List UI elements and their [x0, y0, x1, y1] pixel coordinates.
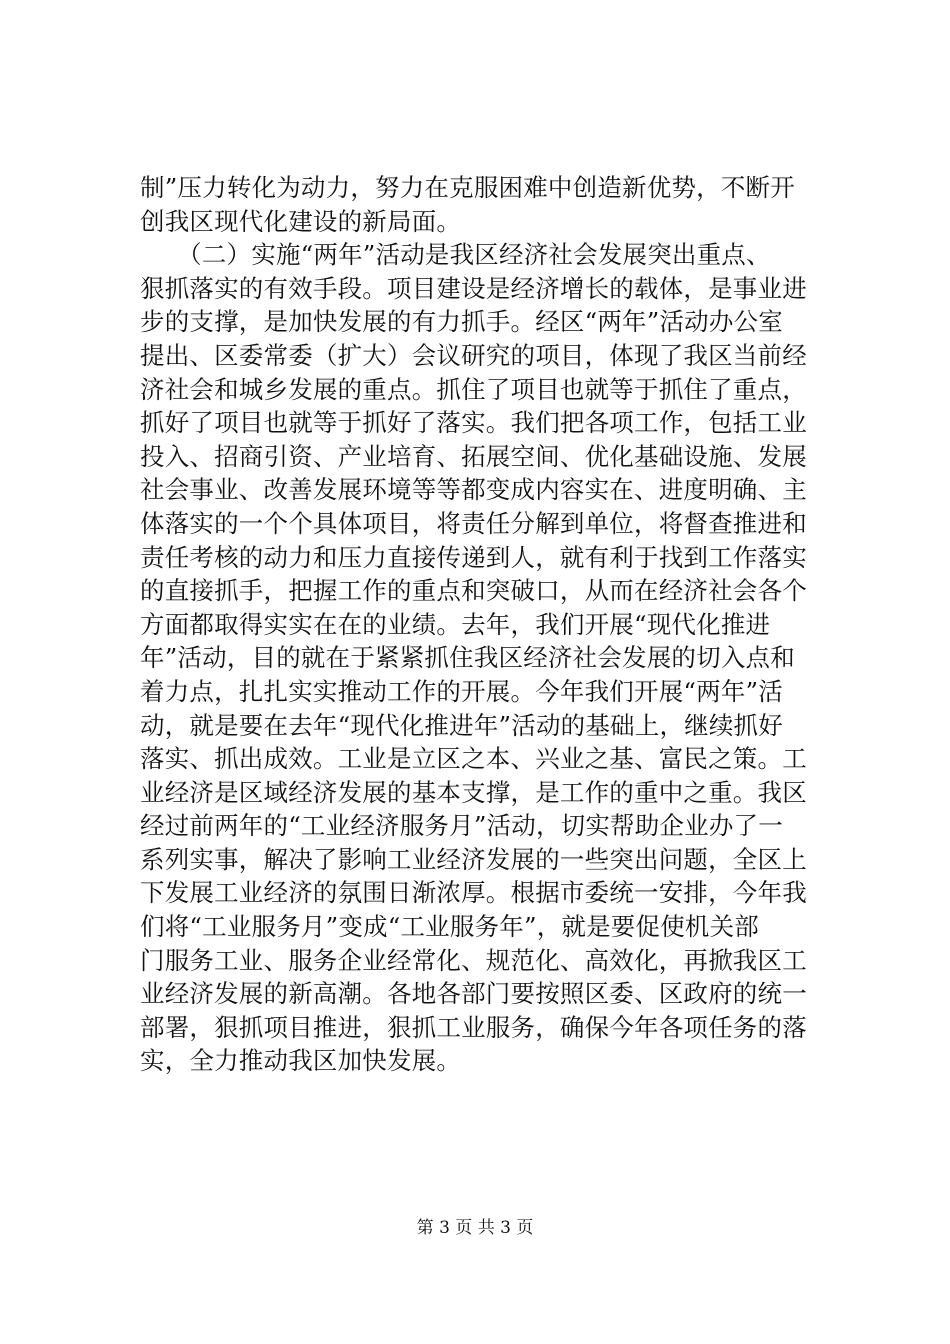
text-line: 济社会和城乡发展的重点。抓住了项目也就等于抓住了重点， — [140, 374, 807, 404]
text-line: 落实、抓出成效。工业是立区之本、兴业之基、富民之策。工 — [140, 744, 807, 774]
text-line: 责任考核的动力和压力直接传递到人，就有利于找到工作落实 — [140, 542, 807, 572]
text-line: 门服务工业、服务企业经常化、规范化、高效化，再掀我区工 — [140, 945, 807, 975]
text-line: 们将“工业服务月”变成“工业服务年”，就是要促使机关部 — [140, 912, 759, 942]
text-line: （二）实施“两年”活动是我区经济社会发展突出重点、 — [140, 240, 771, 270]
text-line: 下发展工业经济的氛围日渐浓厚。根据市委统一安排，今年我 — [140, 878, 807, 908]
text-line: 业经济发展的新高潮。各地各部门要按照区委、区政府的统一 — [140, 979, 807, 1009]
text-line: 创我区现代化建设的新局面。 — [140, 206, 462, 236]
text-line: 制”压力转化为动力，努力在克服困难中创造新优势，不断开 — [140, 173, 795, 202]
text-line: 着力点，扎扎实实推动工作的开展。今年我们开展“两年”活 — [140, 676, 783, 706]
text-line: 动，就是要在去年“现代化推进年”活动的基础上，继续抓好 — [140, 710, 783, 740]
text-line: 方面都取得实实在在的业绩。去年，我们开展“现代化推进 — [140, 609, 771, 639]
text-line: 部署，狠抓项目推进，狠抓工业服务，确保今年各项任务的落 — [140, 1012, 807, 1042]
text-line: 业经济是区域经济发展的基本支撑，是工作的重中之重。我区 — [140, 777, 807, 807]
page-number-footer: 第 3 页 共 3 页 — [416, 1218, 534, 1238]
text-line: 经过前两年的“工业经济服务月”活动，切实帮助企业办了一 — [140, 811, 783, 841]
text-line: 提出、区委常委（扩大）会议研究的项目，体现了我区当前经 — [140, 340, 807, 370]
text-line: 体落实的一个个具体项目，将责任分解到单位，将督查推进和 — [140, 508, 807, 538]
text-line: 抓好了项目也就等于抓好了落实。我们把各项工作，包括工业 — [140, 408, 807, 438]
text-line: 投入、招商引资、产业培育、拓展空间、优化基础设施、发展 — [140, 441, 807, 471]
text-line: 社会事业、改善发展环境等等都变成内容实在、进度明确、主 — [140, 475, 807, 505]
body-text — [140, 171, 812, 1078]
text-line: 的直接抓手，把握工作的重点和突破口，从而在经济社会各个 — [140, 576, 807, 606]
text-line: 年”活动，目的就在于紧紧抓住我区经济社会发展的切入点和 — [140, 643, 795, 673]
text-line: 系列实事，解决了影响工业经济发展的一些突出问题，全区上 — [140, 844, 807, 874]
text-line: 狠抓落实的有效手段。项目建设是经济增长的载体，是事业进 — [140, 273, 807, 303]
text-line: 步的支撑，是加快发展的有力抓手。经区“两年”活动办公室 — [140, 307, 783, 337]
text-line: 实，全力推动我区加快发展。 — [140, 1046, 462, 1076]
